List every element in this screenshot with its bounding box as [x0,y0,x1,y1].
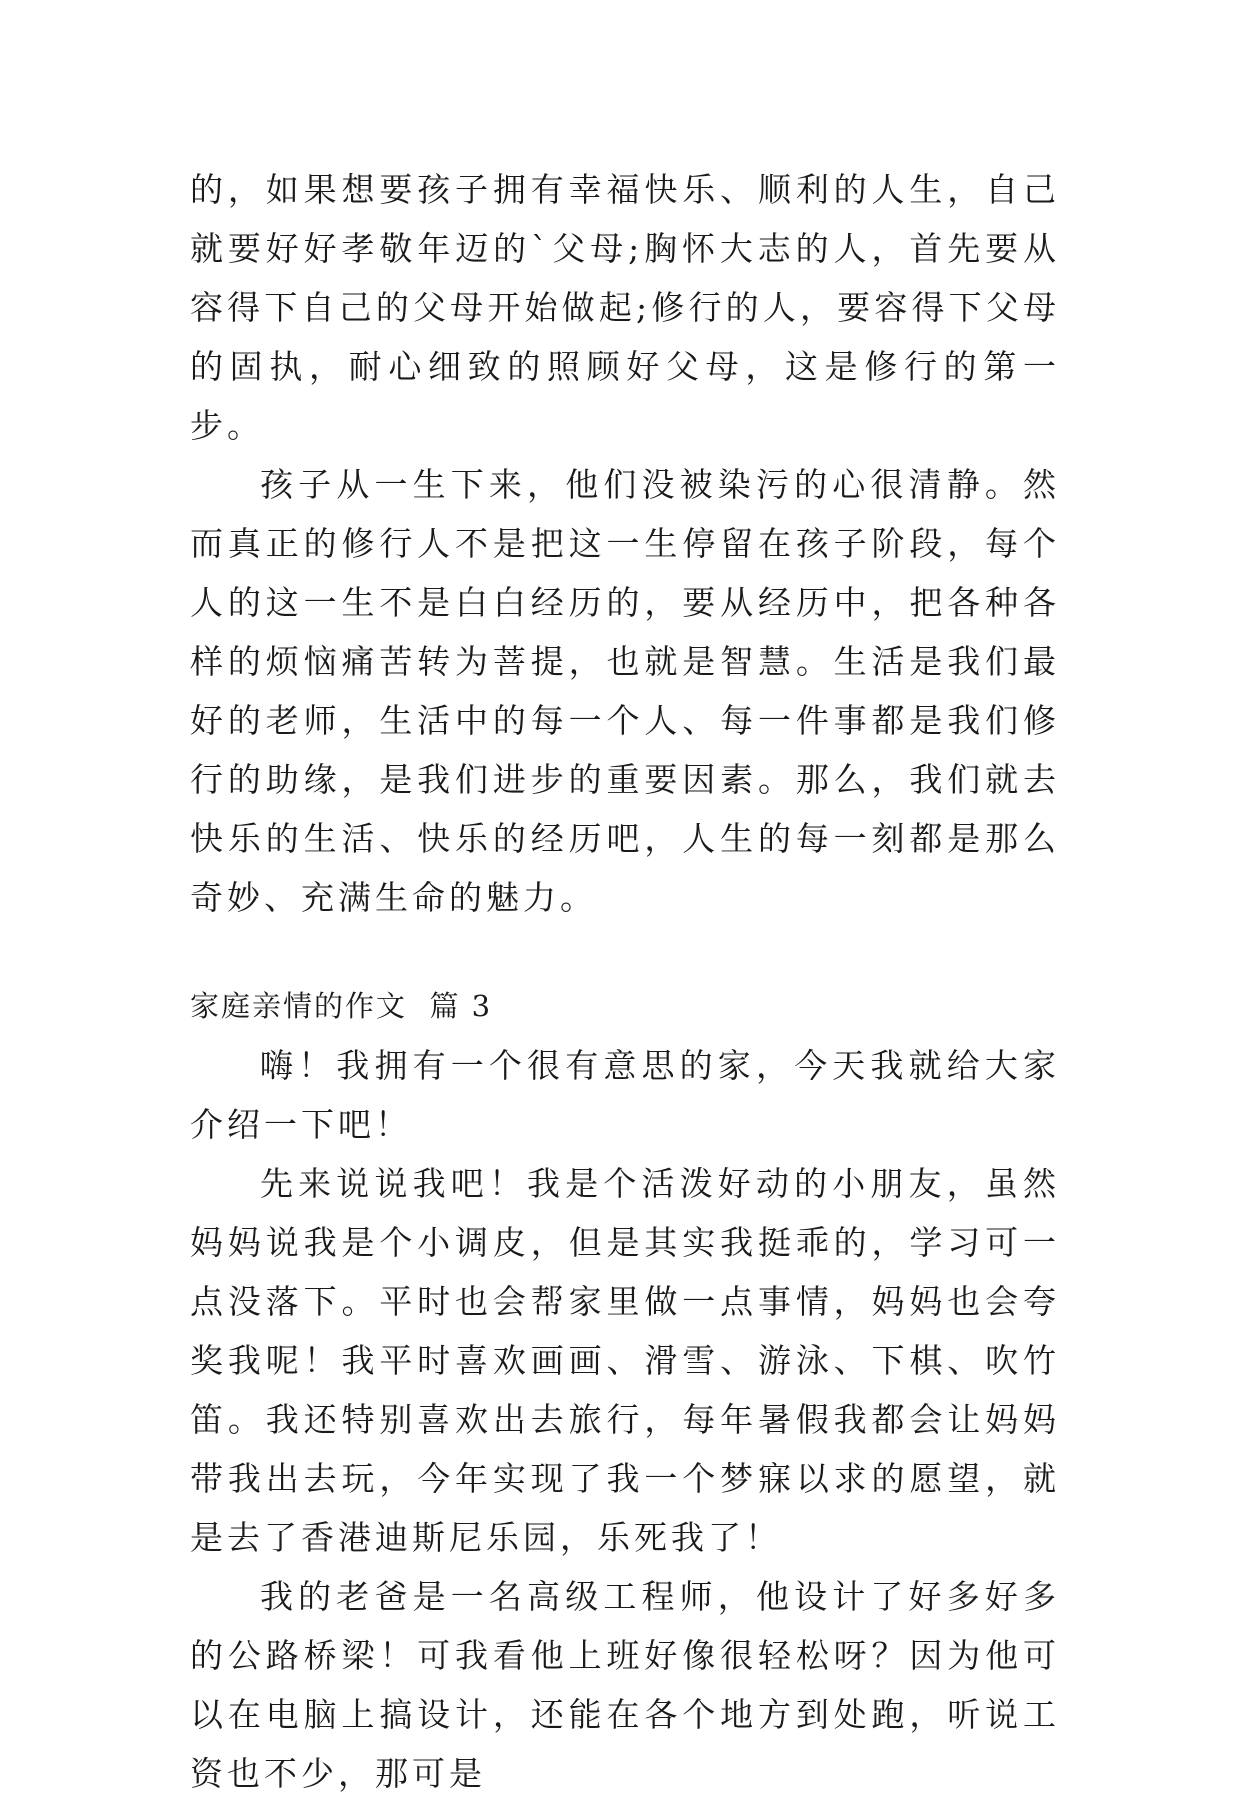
paragraph-practice: 孩子从一生下来，他们没被染污的心很清静。然而真正的修行人不是把这一生停留在孩子阶段，每个人的这一生不是白白经历的，要从经历中，把各种各样的烦恼痛苦转为菩提，也就是智慧。生活是我们最好的老师，生活中的每一个人、每一件事都是我们修行的助缘，是我们进步的重要因素。那么，我们就去快乐的生活、快乐的经历吧，人生的每一刻都是那么奇妙、充满生命的魅力。 [190,465,1060,917]
paragraph-continued: 的，如果想要孩子拥有幸福快乐、顺利的人生，自己就要好好孝敬年迈的`父母;胸怀大志的人，首先要从容得下自己的父母开始做起;修行的人，要容得下父母的固执，耐心细致的照顾好父母，这是修行的第一步。 [190,170,1060,445]
section-title: 家庭亲情的作文 [190,989,408,1023]
paragraph-about-me: 先来说说我吧！我是个活泼好动的小朋友，虽然妈妈说我是个小调皮，但是其实我挺乖的，学习可一点没落下。平时也会帮家里做一点事情，妈妈也会夸奖我呢！我平时喜欢画画、滑雪、游泳、下棋、吹竹笛。我还特别喜欢出去旅行，每年暑假我都会让妈妈带我出去玩，今年实现了我一个梦寐以求的愿望，就是去了香港迪斯尼乐园，乐死我了！ [190,1164,1060,1557]
section-spacer [190,927,1060,977]
section-label: 篇 3 [429,989,493,1023]
paragraph-about-dad: 我的老爸是一名高级工程师，他设计了好多好多的公路桥梁！可我看他上班好像很轻松呀？因为他可以在电脑上搞设计，还能在各个地方到处跑，听说工资也不少，那可是 [190,1577,1060,1793]
section-heading [190,977,1060,1036]
paragraph-intro: 嗨！我拥有一个很有意思的家，今天我就给大家介绍一下吧！ [190,1046,1060,1144]
document-body [190,160,1060,1803]
